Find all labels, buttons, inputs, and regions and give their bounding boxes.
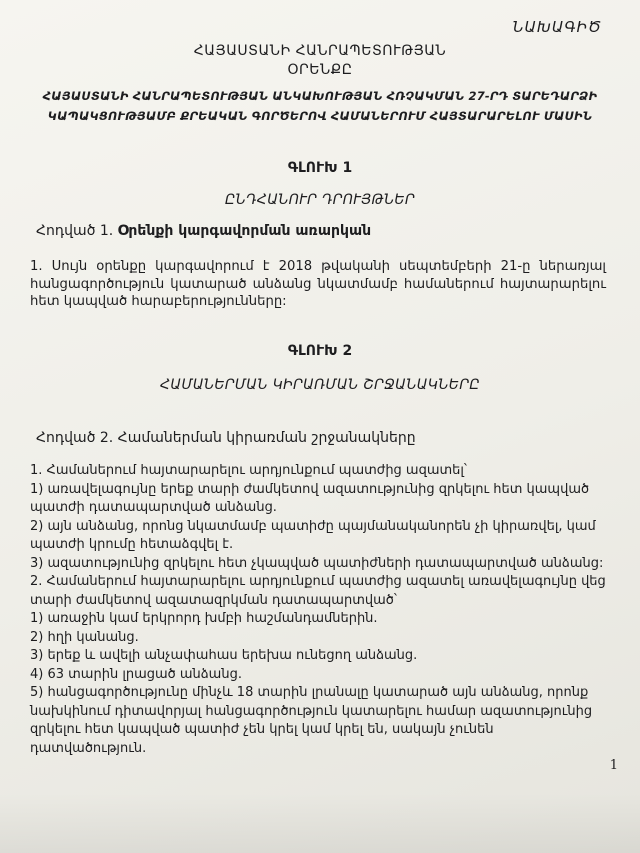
list-item: 1. Համաներում հայտարարելու արդյունքում պատժից ազատել՝ [30, 463, 468, 478]
header-line2: ՕՐԵՆՔԸ [287, 62, 353, 78]
title-line1: ՀԱՅԱՍՏԱՆԻ ՀԱՆՐԱՊԵՏՈՒԹՅԱՆ ԱՆԿԱԽՈՒԹՅԱՆ ՀՌՉԱԿՄԱՆ 27-ՐԴ ՏԱՐԵԴԱՐՁԻ [42, 89, 598, 103]
page-number: 1 [609, 758, 618, 773]
list-item: 5) հանցագործությունը մինչև 18 տարին լրանալը կատարած այն անձանց, որոնք նախկինում դիտավորյալ հանցագործություն կատարելու համար ազատությունից զրկելու հետ կապված պատիժ չեն կրել կամ կրել են, սակայն չունեն դատվածություն. [30, 685, 593, 756]
article2-heading [36, 430, 600, 446]
list-item: 4) 63 տարին լրացած անձանց. [30, 666, 242, 682]
list-item: 2) հղի կանանց. [30, 629, 139, 645]
list-item: 3) ազատությունից զրկելու հետ չկապված պատիժների դատապարտված անձանց: [30, 555, 604, 571]
list-item: 1) առաջին կամ երկրորդ խմբի հաշմանդամներին. [30, 611, 378, 626]
title-line2: ԿԱՊԱԿՑՈՒԹՅԱՄԲ ՔՐԵԱԿԱՆ ԳՈՐԾԵՐՈՎ ՀԱՄԱՆԵՐՈՒՄ ՀԱՅՏԱՐԱՐԵԼՈՒ ՄԱՍԻՆ [47, 109, 593, 123]
chapter2-name: ՀԱՄԱՆԵՐՄԱՆ ԿԻՐԱՌՄԱՆ ՇՐՋԱՆԱԿՆԵՐԸ [160, 377, 480, 393]
article1-heading [36, 223, 600, 239]
law-header [40, 42, 600, 80]
article2-list [30, 462, 610, 758]
law-title [40, 86, 600, 126]
list-item: 3) երեք և ավելի անչափահաս երեխա ունեցող անձանց. [30, 648, 418, 663]
article1-label: Հոդված 1. [36, 223, 114, 239]
article1-title: Օրենքի կարգավորման առարկան [117, 223, 372, 239]
draft-stamp: ՆԱԽԱԳԻԾ [512, 18, 602, 36]
article2-label: Հոդված 2. [36, 430, 114, 446]
page-shadow [0, 793, 640, 853]
list-item: 2. Համաներում հայտարարելու արդյունքում պատժից ազատել առավելագույնը վեց տարի ժամկետով ազատազրկման դատապարտված՝ [30, 574, 606, 608]
chapter1-label: ԳԼՈՒԽ 1 [287, 160, 353, 176]
article2-title: Համաներման կիրառման շրջանակները [117, 430, 416, 446]
list-item: 1) առավելագույնը երեք տարի ժամկետով ազատությունից զրկելու հետ կապված պատժի դատապարտված անձանց. [30, 481, 590, 515]
chapter2-label: ԳԼՈՒԽ 2 [287, 343, 353, 359]
chapter1-name: ԸՆԴՀԱՆՈՒՐ ԴՐՈՒՅԹՆԵՐ [224, 192, 415, 208]
list-item: 2) այն անձանց, որոնց նկատմամբ պատիժը պայմանականորեն չի կիրառվել, կամ պատժի կրումը հետաձգվել է. [30, 518, 596, 552]
header-line1: ՀԱՅԱՍՏԱՆԻ ՀԱՆՐԱՊԵՏՈՒԹՅԱՆ [193, 43, 447, 59]
article1-text: 1. Սույն օրենքը կարգավորում է 2018 թվականի սեպտեմբերի 21-ը ներառյալ հանցագործություն կատարած անձանց նկատմամբ համաներում հայտարարելու հետ կապված հարաբերությունները: [30, 259, 606, 309]
